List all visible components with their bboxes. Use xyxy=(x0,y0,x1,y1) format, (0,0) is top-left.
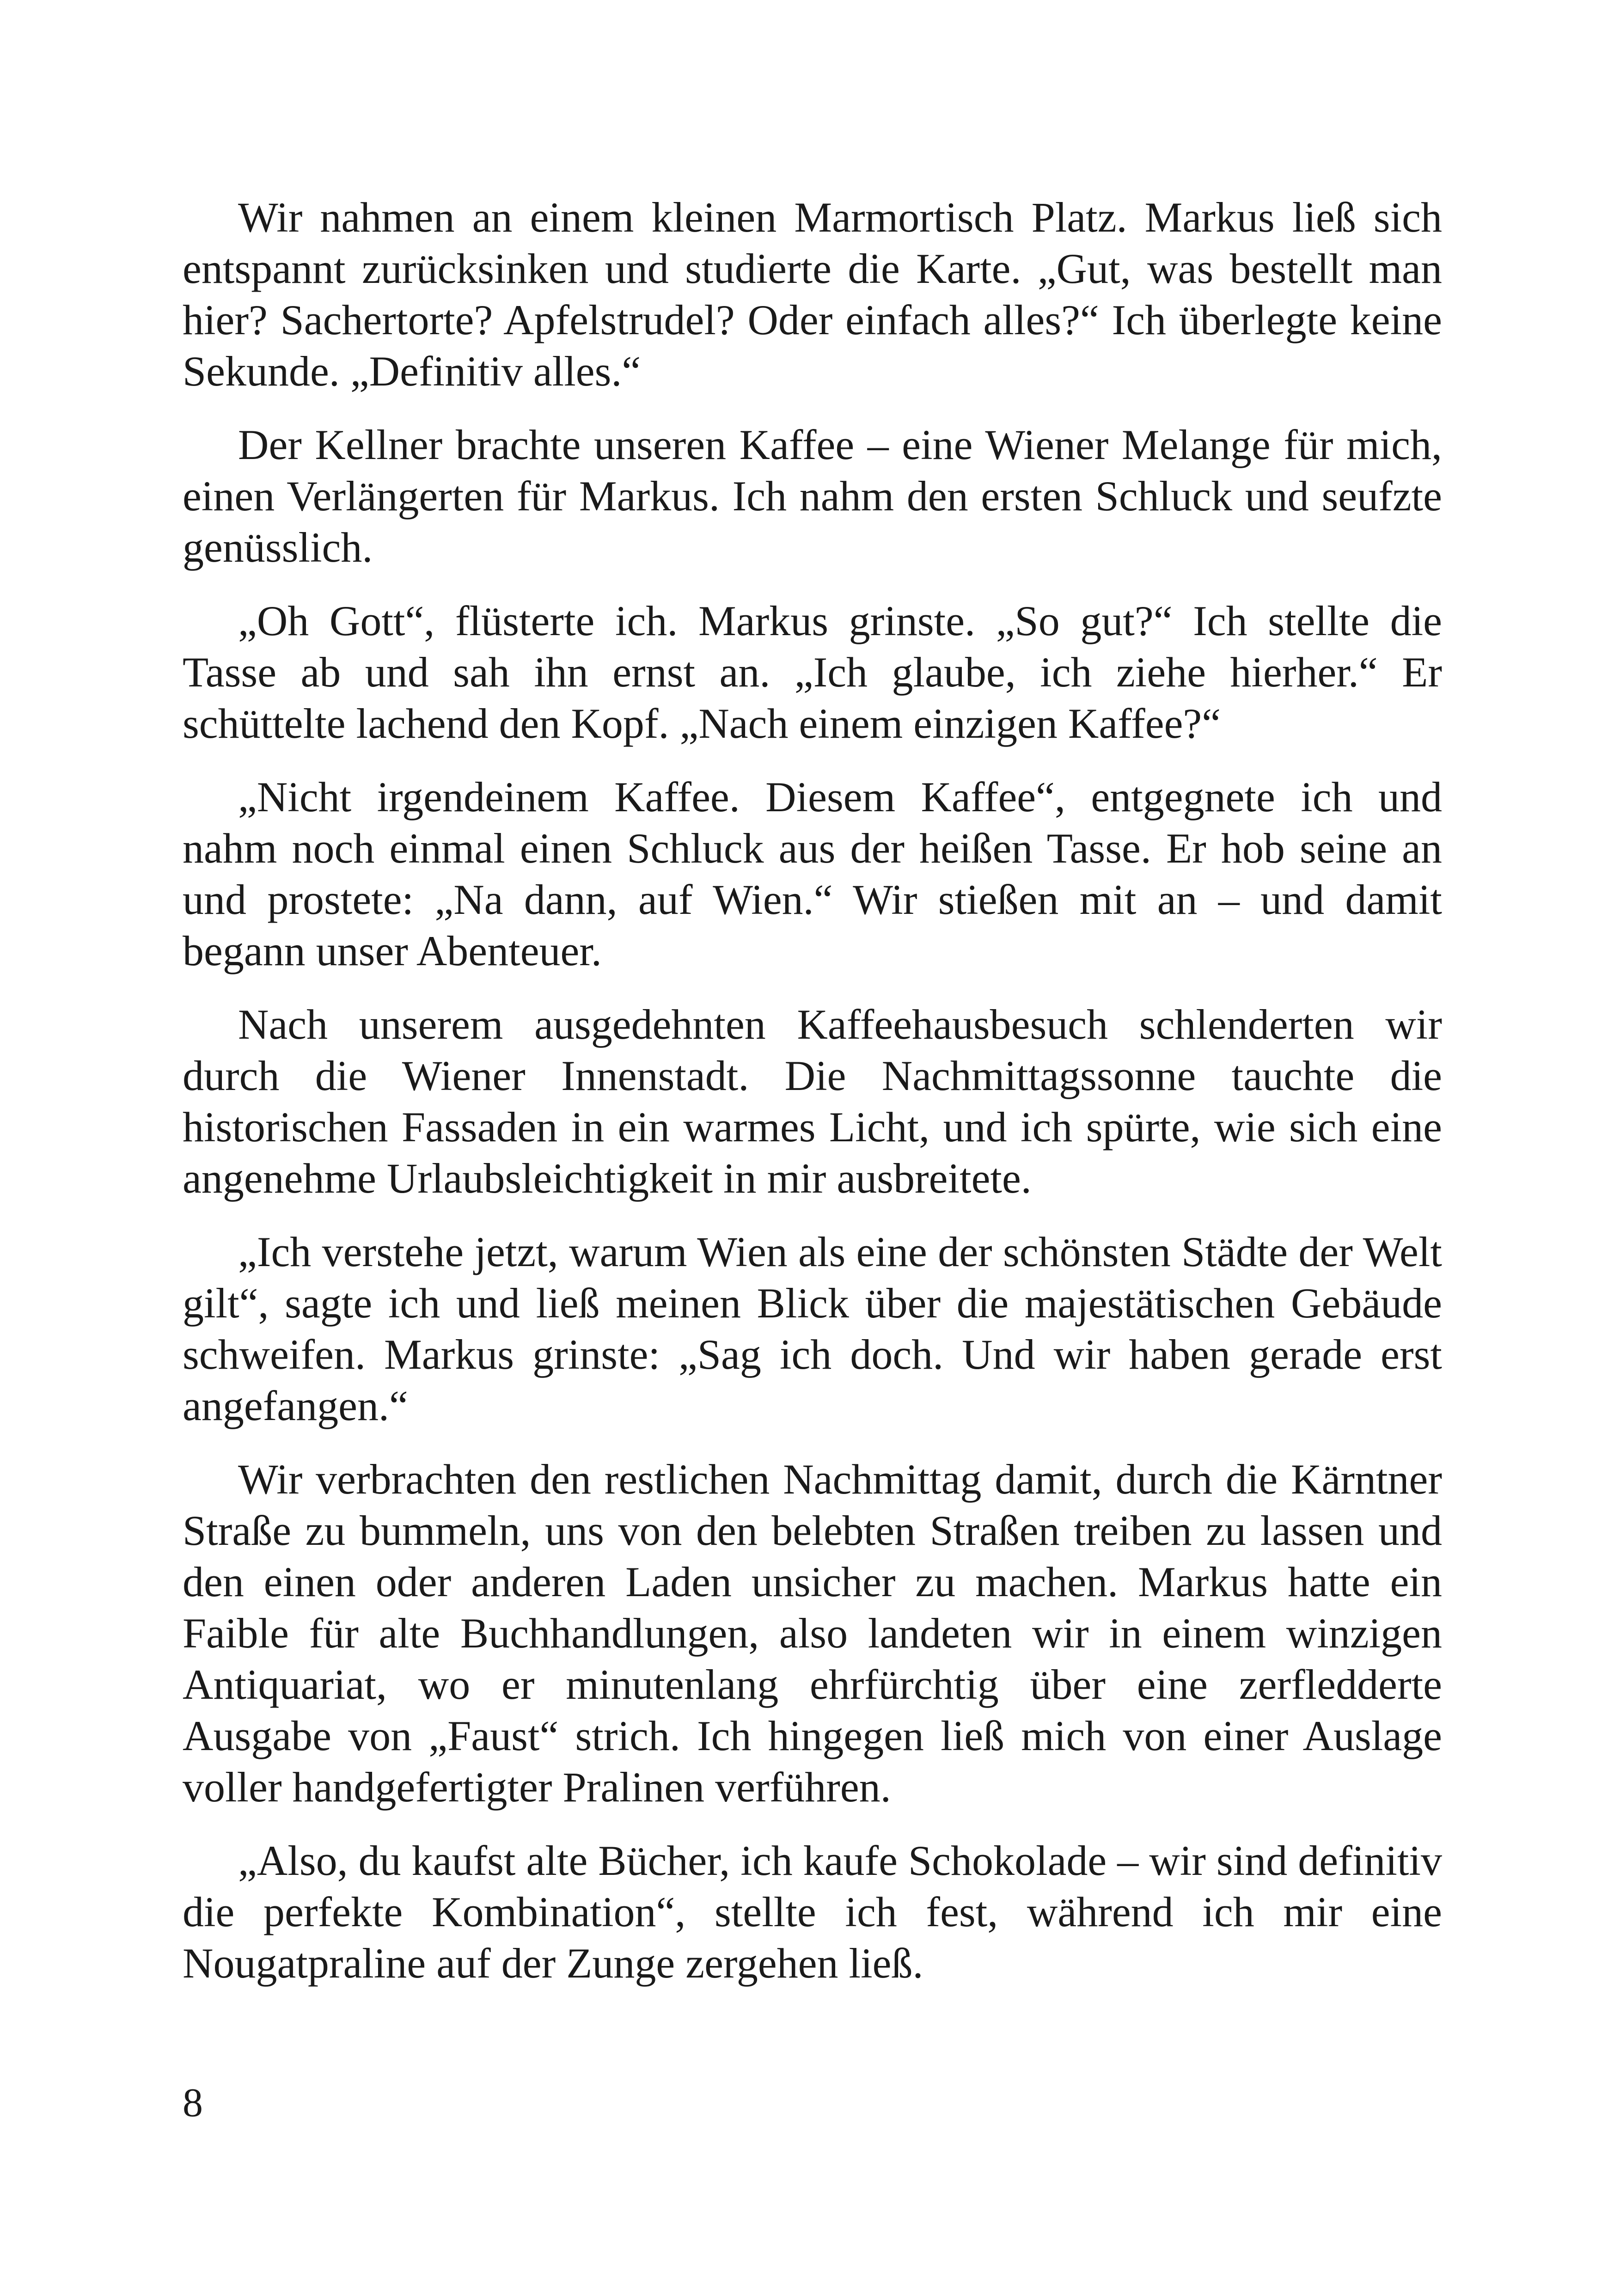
paragraph-7: Wir verbrachten den restlichen Nachmittag damit, durch die Kärntner Straße zu bummeln, uns von den belebten Straßen treiben zu lassen und den einen oder anderen Laden unsicher zu machen. Markus hatte ein Faible für alte Buchhandlungen, also landeten wir in einem winzigen Antiquariat, wo er minutenlang ehrfürchtig über eine zerfledderte Ausgabe von „Faust“ strich. Ich hingegen ließ mich von einer Auslage voller handgefertigter Pralinen verführen. xyxy=(183,1456,1442,1811)
page-number: 8 xyxy=(183,2081,203,2125)
paragraph-6: „Ich verstehe jetzt, warum Wien als eine der schönsten Städte der Welt gilt“, sagte ich und ließ meinen Blick über die majestätischen Gebäude schweifen. Markus grinste: „Sag ich doch. Und wir haben gerade erst angefangen.“ xyxy=(183,1228,1442,1429)
body-text xyxy=(183,192,1442,1989)
paragraph-3: „Oh Gott“, flüsterte ich. Markus grinste. „So gut?“ Ich stellte die Tasse ab und sah ihn ernst an. „Ich glaube, ich ziehe hierher.“ Er schüttelte lachend den Kopf. „Nach einem einzigen Kaffee?“ xyxy=(183,597,1442,747)
paragraph-8: „Also, du kaufst alte Bücher, ich kaufe Schokolade – wir sind definitiv die perfekte Kombination“, stellte ich fest, während ich mir eine Nougatpraline auf der Zunge zergehen ließ. xyxy=(183,1837,1442,1987)
paragraph-1: Wir nahmen an einem kleinen Marmortisch Platz. Markus ließ sich entspannt zurücksinken und studierte die Karte. „Gut, was bestellt man hier? Sachertorte? Apfelstrudel? Oder einfach alles?“ Ich überlegte keine Sekunde. „Definitiv alles.“ xyxy=(183,194,1442,395)
paragraph-4: „Nicht irgendeinem Kaffee. Diesem Kaffee“, entgegnete ich und nahm noch einmal einen Schluck aus der heißen Tasse. Er hob seine an und prostete: „Na dann, auf Wien.“ Wir stießen mit an – und damit begann unser Abenteuer. xyxy=(183,773,1442,974)
paragraph-2: Der Kellner brachte unseren Kaffee – eine Wiener Melange für mich, einen Verlängerten für Markus. Ich nahm den ersten Schluck und seufzte genüsslich. xyxy=(183,421,1442,571)
paragraph-5: Nach unserem ausgedehnten Kaffeehausbesuch schlenderten wir durch die Wiener Innenstadt. Die Nachmittagssonne tauchte die historischen Fassaden in ein warmes Licht, und ich spürte, wie sich eine angenehme Urlaubsleichtigkeit in mir ausbreitete. xyxy=(183,1001,1442,1202)
